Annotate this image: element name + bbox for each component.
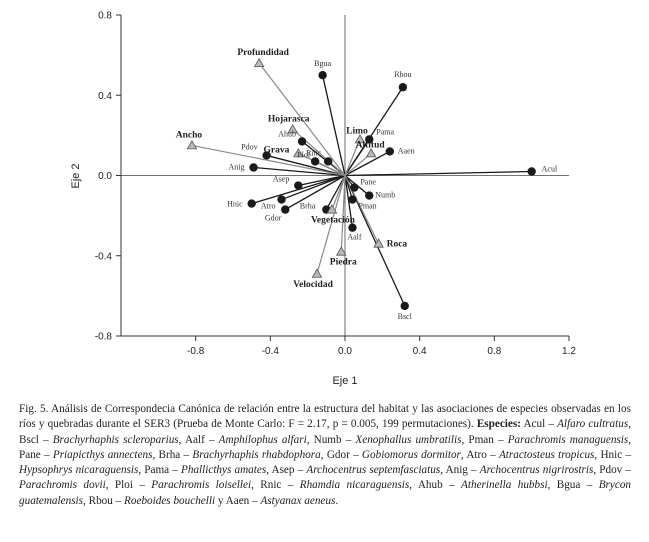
caption-species-name: Atractosteus tropicus bbox=[498, 448, 595, 461]
species-label: Pdov bbox=[241, 142, 258, 152]
caption-separator: , bbox=[320, 448, 327, 461]
caption-species-name: Hypsophrys nicaraguensis bbox=[19, 464, 139, 477]
environmental-label: Hojarasca bbox=[267, 114, 310, 125]
species-point bbox=[277, 195, 285, 203]
environmental-point bbox=[255, 59, 264, 67]
y-tick-label: -0.4 bbox=[94, 251, 112, 263]
caption-separator: , bbox=[440, 464, 446, 477]
caption-species-code: Brha – bbox=[158, 448, 193, 461]
caption-species-code: Bscl – bbox=[19, 433, 53, 446]
caption-species-name: Parachromis loisellei bbox=[151, 479, 252, 492]
species-label: Anig bbox=[228, 162, 245, 172]
caption-separator: y bbox=[215, 494, 226, 507]
caption-species-code: Aaen – bbox=[225, 494, 261, 507]
caption-separator: , bbox=[628, 418, 631, 431]
caption-species-code: Ploi – bbox=[114, 479, 152, 492]
environmental-label: Limo bbox=[346, 126, 368, 137]
caption-species-code: Rbou – bbox=[88, 494, 125, 507]
caption-separator: , bbox=[152, 448, 159, 461]
caption-species-name: Gobiomorus dormitor bbox=[361, 448, 461, 461]
species-point bbox=[318, 71, 326, 79]
environmental-label: Altitud bbox=[355, 140, 385, 151]
species-label: Pama bbox=[376, 127, 395, 137]
species-point bbox=[311, 157, 319, 165]
species-point bbox=[294, 181, 302, 189]
environmental-label: Velocidad bbox=[293, 279, 333, 290]
caption-species-code: Asep – bbox=[271, 464, 307, 477]
caption-species-code: Anig – bbox=[445, 464, 480, 477]
figure-caption bbox=[19, 402, 631, 509]
x-tick-label: -0.8 bbox=[187, 346, 205, 357]
caption-separator: , bbox=[594, 448, 601, 461]
caption-species-code: Pama – bbox=[144, 464, 182, 477]
caption-species-name: Parachromis managuensis bbox=[507, 433, 629, 446]
species-point bbox=[247, 199, 255, 207]
species-label: Bgua bbox=[314, 59, 332, 69]
plot-axes bbox=[95, 11, 577, 358]
species-label: Bscl bbox=[397, 311, 412, 321]
species-point bbox=[348, 195, 356, 203]
caption-separator: , bbox=[266, 464, 272, 477]
species-label: Rbou bbox=[394, 70, 412, 80]
species-label: Rnic bbox=[306, 148, 322, 158]
caption-species-code: Pman – bbox=[468, 433, 508, 446]
caption-separator: , bbox=[105, 479, 115, 492]
species-label: Atro bbox=[260, 201, 276, 211]
caption-species-code: Numb – bbox=[313, 433, 356, 446]
x-tick-label: 0.0 bbox=[338, 346, 352, 357]
species-point bbox=[350, 183, 358, 191]
species-point bbox=[386, 147, 394, 155]
y-tick-label: 0.4 bbox=[98, 90, 112, 102]
caption-species-name: Brycon guatemalensis bbox=[19, 479, 632, 507]
caption-species-name: Brachyrhaphis scleroparius bbox=[52, 433, 179, 446]
caption-separator: , bbox=[251, 479, 261, 492]
species-label: Hnic bbox=[227, 199, 243, 209]
environmental-label: Roca bbox=[386, 239, 408, 250]
caption-species-code: Rnic – bbox=[260, 479, 300, 492]
x-tick-label: 1.2 bbox=[562, 346, 576, 357]
species-point bbox=[249, 163, 257, 171]
caption-species-heading: Especies: bbox=[476, 418, 521, 431]
x-axis-label: Eje 1 bbox=[332, 375, 358, 387]
species-label: Asep bbox=[272, 174, 290, 184]
caption-separator: , bbox=[138, 464, 145, 477]
species-vector bbox=[282, 176, 345, 200]
caption-species-name: Roeboides bouchelli bbox=[124, 494, 216, 507]
caption-species-code: Ahub – bbox=[417, 479, 462, 492]
caption-species-name: Xenophallus umbratilis bbox=[355, 433, 462, 446]
caption-species-name: Rhamdia nicaraguensis bbox=[299, 479, 410, 492]
environmental-label: Ancho bbox=[175, 130, 203, 141]
species-point bbox=[399, 83, 407, 91]
species-label: Ploi bbox=[297, 150, 311, 160]
label-layer bbox=[176, 48, 558, 321]
caption-intro: Fig. 5. Análisis de Correspondecia Canónica de relación entre la estructura del habitat y las asociaciones de especies observadas en los ríos y quebradas durante el SER3 (Prueba de Monte Carlo: F = 2.17, p = 0.005, 199 permutaciones). bbox=[19, 403, 631, 431]
caption-species-code: Pane – bbox=[19, 448, 53, 461]
environmental-point bbox=[312, 269, 321, 277]
species-label: Aalf bbox=[347, 232, 362, 242]
caption-separator: . bbox=[335, 494, 339, 507]
caption-separator: , bbox=[628, 433, 632, 446]
species-label: Gdor bbox=[264, 213, 282, 223]
species-point bbox=[527, 167, 535, 175]
caption-species-code: Pdov – bbox=[599, 464, 631, 477]
y-tick-label: -0.8 bbox=[94, 331, 112, 343]
caption-species-name: Astyanax aeneus bbox=[260, 494, 336, 507]
caption-species-list bbox=[19, 418, 631, 506]
species-vector bbox=[345, 171, 532, 175]
y-tick-label: 0.0 bbox=[98, 171, 112, 182]
environmental-label: Vegetación bbox=[310, 215, 355, 226]
caption-separator: , bbox=[83, 494, 89, 507]
caption-species-name: Archocentrus nigrirostris bbox=[479, 464, 594, 477]
caption-species-name: Atherinella hubbsi bbox=[461, 479, 548, 492]
caption-species-code: Atro – bbox=[466, 448, 499, 461]
species-label: Numb bbox=[375, 190, 396, 200]
species-point bbox=[324, 157, 332, 165]
caption-species-name: Brachyrhaphis rhabdophora bbox=[192, 448, 321, 461]
caption-separator: , bbox=[593, 464, 600, 477]
environmental-point bbox=[187, 141, 196, 149]
species-label: Ahub bbox=[278, 129, 297, 139]
species-label: Brha bbox=[299, 201, 316, 211]
caption-separator: , bbox=[460, 448, 467, 461]
caption-species-code: Bgua – bbox=[556, 479, 599, 492]
caption-species-name: Archocentrus septemfasciatus bbox=[306, 464, 441, 477]
x-tick-label: 0.8 bbox=[487, 346, 502, 357]
environmental-label: Profundidad bbox=[237, 48, 289, 59]
y-tick-label: 0.8 bbox=[98, 10, 112, 22]
caption-separator: , bbox=[461, 433, 469, 446]
x-tick-label: -0.4 bbox=[261, 346, 279, 357]
species-point bbox=[281, 205, 289, 213]
caption-species-code: Aalf – bbox=[184, 433, 219, 446]
caption-species-name: Phallicthys amates bbox=[181, 464, 267, 477]
species-label: Pane bbox=[360, 177, 376, 187]
species-point bbox=[365, 191, 373, 199]
environmental-label: Piedra bbox=[329, 257, 357, 268]
caption-species-code: Gdor – bbox=[326, 448, 362, 461]
caption-species-name: Amphilophus alfari bbox=[218, 433, 307, 446]
species-label: Acul bbox=[541, 164, 558, 174]
caption-species-code: Acul – bbox=[523, 418, 558, 431]
x-tick-label: 0.4 bbox=[412, 346, 427, 357]
species-point bbox=[298, 137, 306, 145]
caption-species-name: Alfaro cultratus bbox=[557, 418, 629, 431]
environmental-point bbox=[337, 247, 346, 255]
caption-species-name: Parachromis dovii bbox=[19, 479, 106, 492]
species-label: Pman bbox=[358, 201, 377, 211]
caption-separator: , bbox=[409, 479, 418, 492]
species-point bbox=[401, 302, 409, 310]
environmental-label: Grava bbox=[263, 145, 290, 156]
species-label: Aaen bbox=[397, 146, 415, 156]
caption-separator: , bbox=[306, 433, 314, 446]
caption-separator: , bbox=[547, 479, 557, 492]
caption-species-name: Priapicthys annectens bbox=[52, 448, 153, 461]
caption-separator: , bbox=[178, 433, 185, 446]
caption-species-code: Hnic – bbox=[600, 448, 632, 461]
y-axis-label: Eje 2 bbox=[70, 163, 82, 189]
